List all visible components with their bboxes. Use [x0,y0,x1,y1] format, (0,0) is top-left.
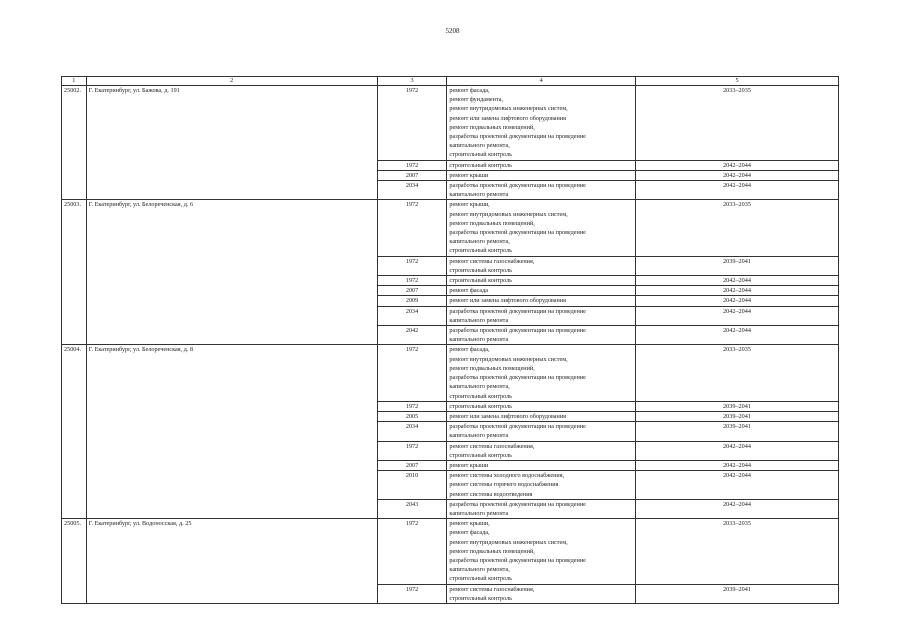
year-cell: 2009 [377,296,447,306]
period-cell: 2042–2044 [636,170,839,180]
year-cell: 2007 [377,170,447,180]
work-type-line: ремонт фасада, [449,87,490,94]
year-cell: 2043 [377,499,447,518]
period-cell: 2039–2041 [636,401,839,411]
work-type-line: капитального ремонта [449,316,509,324]
work-type-line: ремонт системы холодного водоснабжения, [449,472,565,480]
work-types-cell [447,401,636,411]
building-address: Г. Екатеринбург, ул. Белореченская, д. 8 [86,345,377,519]
period-cell: 2033–2035 [636,86,839,161]
work-type-line: ремонт внутридомовых инженерных систем, [449,210,568,218]
work-types-cell [447,422,636,441]
work-types-cell [447,584,636,603]
work-type-line: строительный контроль [449,594,513,602]
work-type-line: ремонт внутридомовых инженерных систем, [449,538,568,546]
work-types-cell [447,86,636,161]
work-type-line: ремонт фасада, [449,529,490,537]
work-types-cell [447,441,636,460]
work-type-line: строительный контроль [449,247,513,255]
work-type-line: строительный контроль [449,277,513,285]
column-header: 2 [86,77,377,86]
year-cell: 2010 [377,471,447,500]
year-cell: 1972 [377,401,447,411]
year-cell: 2007 [377,460,447,470]
repair-schedule-table [61,76,839,604]
work-type-line: ремонт крыши, [449,201,490,209]
period-cell: 2033–2035 [636,345,839,401]
work-type-line: ремонт системы газоснабжения, [449,585,535,593]
work-types-cell [447,276,636,286]
work-type-line: разработка проектной документации на проведение [449,133,586,141]
table-row [62,345,839,401]
work-type-line: капитального ремонта [449,191,509,199]
work-types-cell [447,296,636,306]
work-type-line: строительный контроль [449,451,513,459]
work-type-line: разработка проектной документации на проведение [449,229,586,237]
year-cell: 1972 [377,584,447,603]
work-types-cell [447,519,636,584]
work-type-line: ремонт подвальных помещений, [449,364,535,372]
period-cell: 2042–2044 [636,471,839,500]
work-types-cell [447,286,636,296]
work-types-cell [447,471,636,500]
period-cell: 2033–2035 [636,200,839,256]
entry-number: 25005. [62,519,87,604]
period-cell: 2039–2041 [636,584,839,603]
period-cell: 2042–2044 [636,276,839,286]
work-types-cell [447,170,636,180]
work-type-line: строительный контроль [449,161,513,169]
building-address: Г. Екатеринбург, ул. Бажова, д. 191 [86,86,377,200]
period-cell: 2042–2044 [636,499,839,518]
entry-number: 25003. [62,200,87,345]
work-type-line: разработка проектной документации на проведение [449,327,586,335]
work-types-cell [447,411,636,421]
work-type-line: ремонт системы газоснабжения, [449,442,535,450]
work-type-line: ремонт фундамента, [449,96,504,104]
year-cell: 1972 [377,519,447,584]
year-cell: 1972 [377,441,447,460]
table-row [62,200,839,256]
work-type-line: ремонт крыши, [449,520,490,528]
column-header: 4 [447,77,636,86]
year-cell: 1972 [377,160,447,170]
work-type-line: разработка проектной документации на проведение [449,556,586,564]
work-type-line: ремонт фасада [449,287,489,295]
work-type-line: капитального ремонта [449,509,509,517]
work-type-line: ремонт или замена лифтового оборудования [449,297,567,305]
column-header: 5 [636,77,839,86]
year-cell: 2034 [377,181,447,200]
work-type-line: разработка проектной документации на проведение [449,500,586,508]
work-types-cell [447,200,636,256]
table-row [62,86,839,161]
work-type-line: капитального ремонта, [449,566,510,574]
work-types-cell [447,499,636,518]
work-type-line: строительный контроль [449,402,513,410]
work-type-line: капитального ремонта, [449,383,510,391]
period-cell: 2042–2044 [636,326,839,345]
building-address: Г. Екатеринбург, ул. Белореченская, д. 6 [86,200,377,345]
work-type-line: ремонт внутридомовых инженерных систем, [449,355,568,363]
work-type-line: строительный контроль [449,151,513,159]
period-cell: 2039–2041 [636,256,839,275]
work-type-line: капитального ремонта [449,336,509,344]
work-type-line: строительный контроль [449,575,513,583]
year-cell: 1972 [377,86,447,161]
work-types-cell [447,256,636,275]
work-type-line: ремонт подвальных помещений, [449,547,535,555]
work-type-line: разработка проектной документации на проведение [449,374,586,382]
column-number-row [62,77,839,86]
year-cell: 1972 [377,256,447,275]
work-types-cell [447,460,636,470]
work-type-line: строительный контроль [449,392,513,400]
column-header: 1 [62,77,87,86]
work-type-line: строительный контроль [449,266,513,274]
entry-number: 25004. [62,345,87,519]
year-cell: 2034 [377,422,447,441]
work-type-line: капитального ремонта, [449,238,510,246]
period-cell: 2039–2041 [636,422,839,441]
period-cell: 2039–2041 [636,411,839,421]
period-cell: 2042–2044 [636,286,839,296]
period-cell: 2042–2044 [636,296,839,306]
work-type-line: разработка проектной документации на проведение [449,423,586,431]
work-type-line: ремонт системы водоотведения [449,490,533,498]
year-cell: 2005 [377,411,447,421]
period-cell: 2033–2035 [636,519,839,584]
work-types-cell [447,326,636,345]
period-cell: 2042–2044 [636,181,839,200]
period-cell: 2042–2044 [636,306,839,325]
building-address: Г. Екатеринбург, ул. Водоносская, д. 25 [86,519,377,604]
period-cell: 2042–2044 [636,441,839,460]
year-cell: 2007 [377,286,447,296]
work-types-cell [447,160,636,170]
work-type-line: ремонт или замена лифтового оборудования [449,114,567,122]
work-types-cell [447,306,636,325]
table-row [62,519,839,584]
year-cell: 2042 [377,326,447,345]
year-cell: 1972 [377,200,447,256]
work-type-line: ремонт фасада, [449,346,490,354]
year-cell: 1972 [377,276,447,286]
work-type-line: ремонт подвальных помещений, [449,219,535,227]
period-cell: 2042–2044 [636,160,839,170]
work-type-line: разработка проектной документации на проведение [449,307,586,315]
work-type-line: ремонт внутридомовых инженерных систем, [449,105,568,113]
work-type-line: капитального ремонта, [449,142,510,150]
column-header: 3 [377,77,447,86]
year-cell: 2034 [377,306,447,325]
entry-number: 25002. [62,86,87,200]
work-types-cell [447,345,636,401]
work-type-line: ремонт или замена лифтового оборудования [449,412,567,420]
work-type-line: ремонт системы газоснабжения, [449,257,535,265]
year-cell: 1972 [377,345,447,401]
period-cell: 2042–2044 [636,460,839,470]
work-type-line: разработка проектной документации на проведение [449,182,586,190]
page-number: 5208 [445,27,460,35]
work-type-line: ремонт крыши [449,461,489,469]
work-types-cell [447,181,636,200]
table-body [62,86,839,604]
work-type-line: капитального ремонта [449,432,509,440]
work-type-line: ремонт крыши [449,171,489,179]
work-type-line: ремонт системы горячего водоснабжения [449,481,559,489]
work-type-line: ремонт подвальных помещений, [449,123,535,131]
